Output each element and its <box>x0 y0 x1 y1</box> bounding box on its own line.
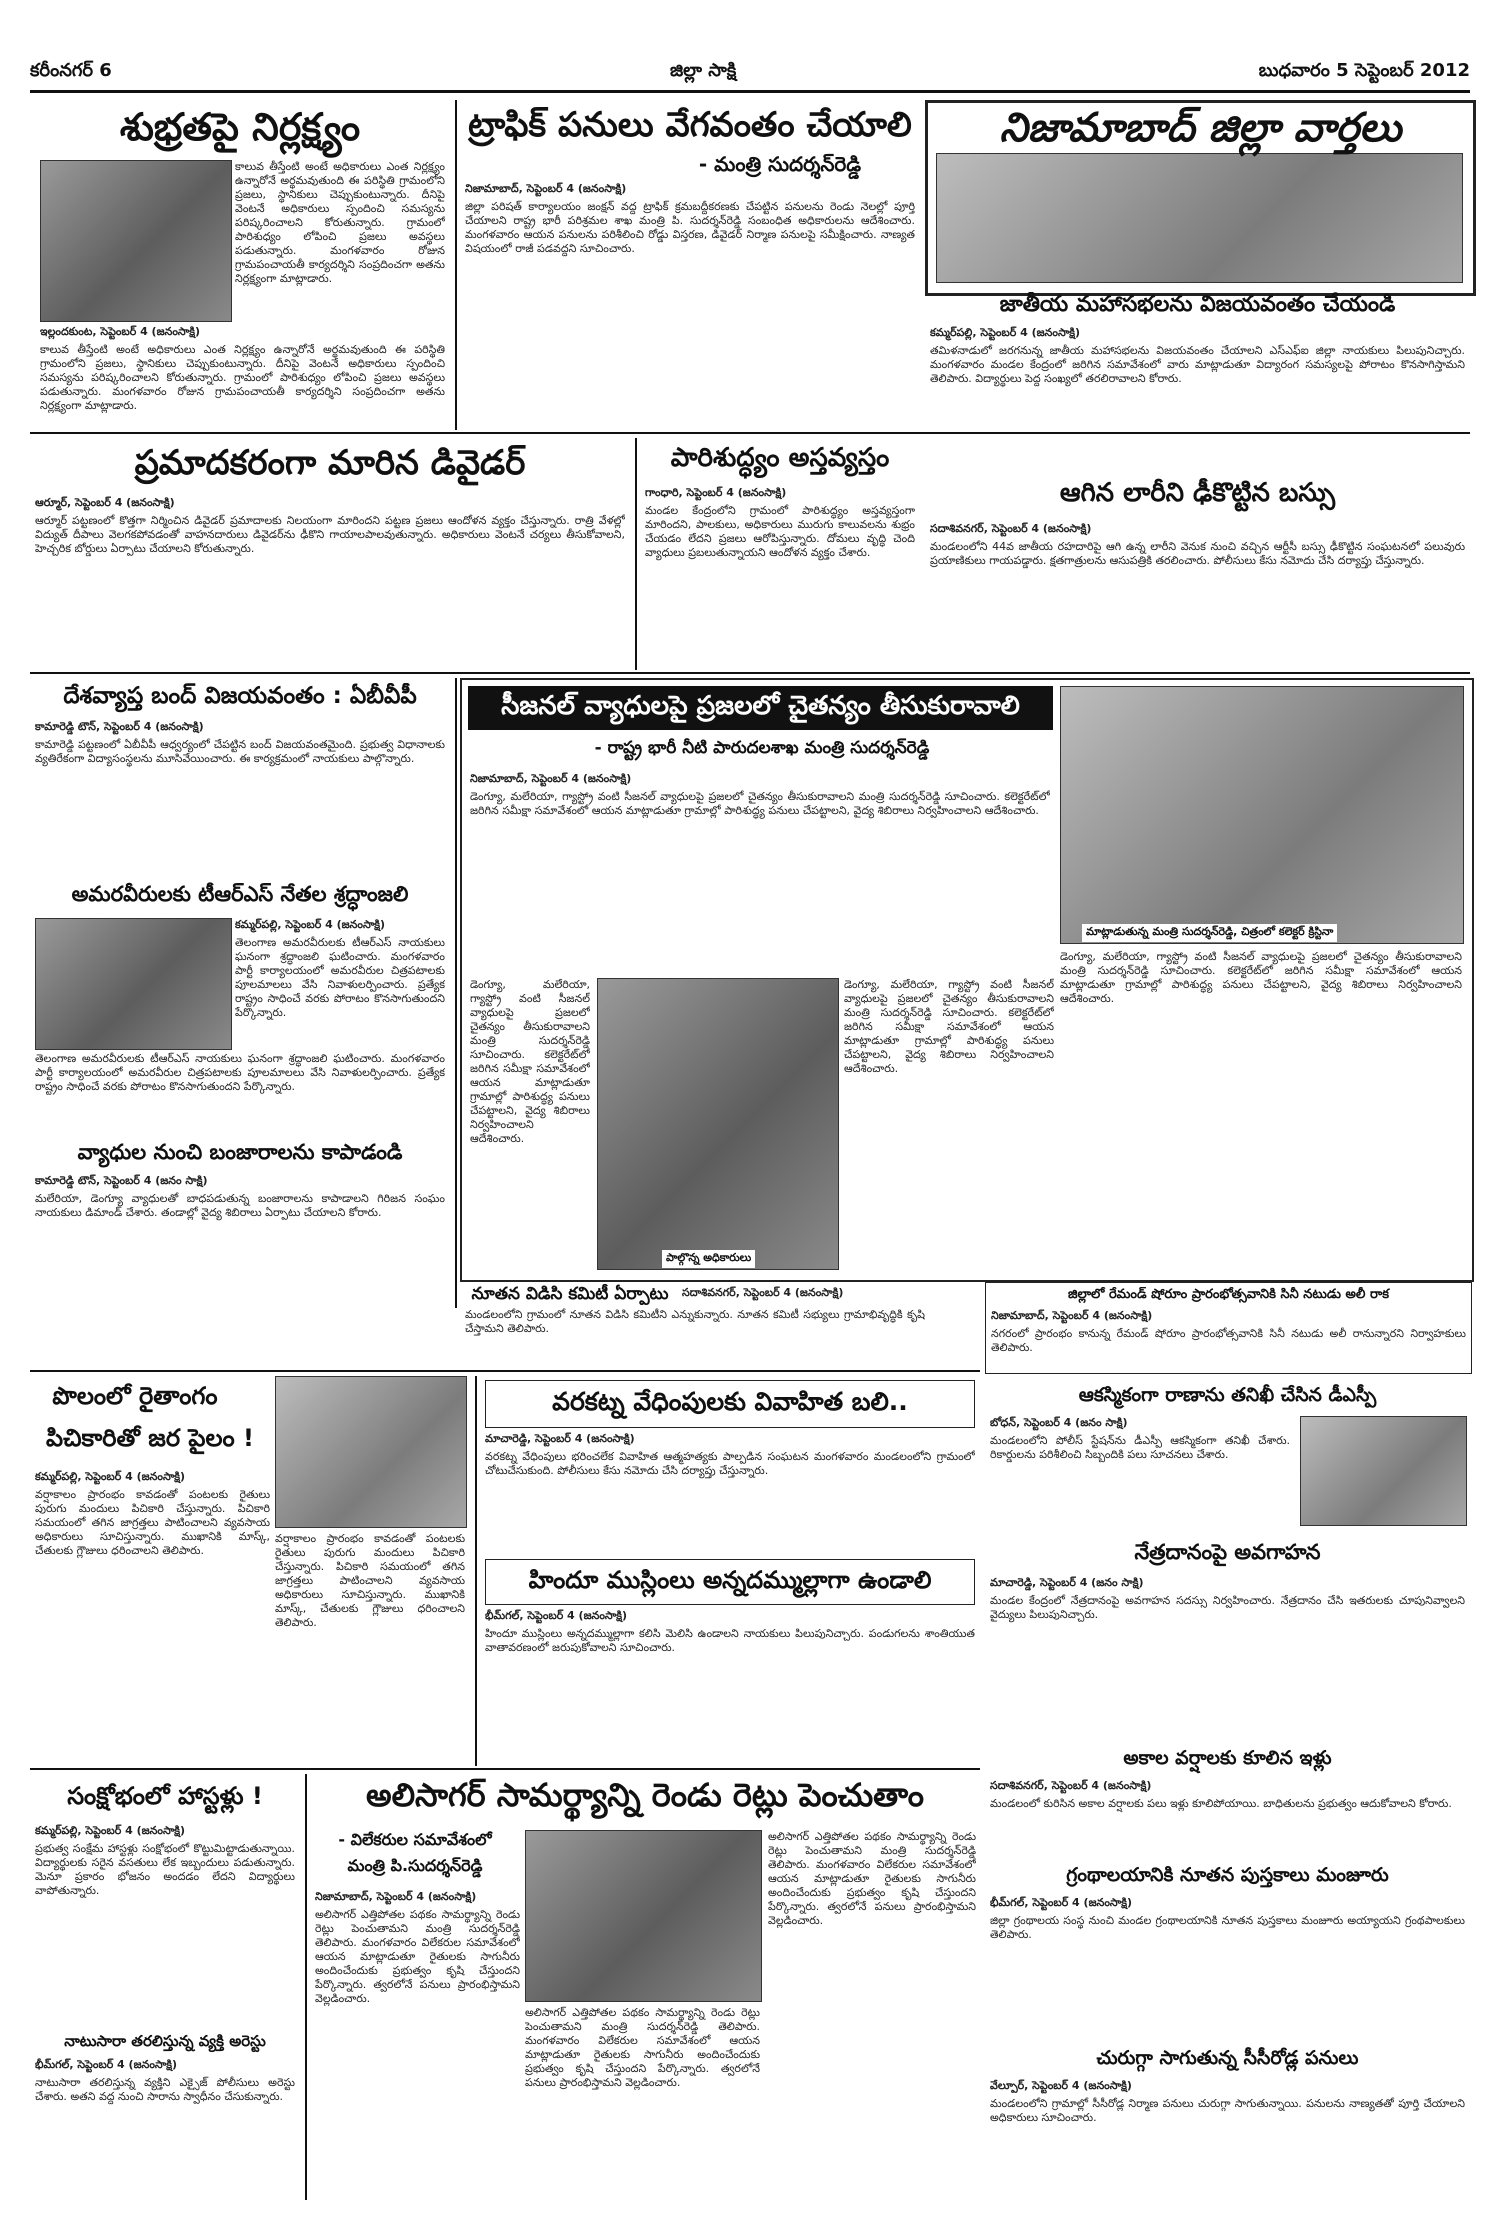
article-body: అలిసాగర్ ఎత్తిపోతల పథకం సామర్థ్యాన్ని రెండు రెట్లు పెంచుతామని మంత్రి సుదర్శన్‌రెడ్డి తెలిపారు. మంగళవారం విలేకరుల సమావేశంలో ఆయన మాట్లాడుతూ రైతులకు సాగునీరు అందించేందుకు ప్రభుత్వం కృషి చేస్తుందని పేర్కొన్నారు. త్వరలోనే పనులు ప్రారంభిస్తామని వెల్లడించారు. <box>315 1908 520 2005</box>
dateline: కామారెడ్డి టౌన్, సెప్టెంబర్ 4 (జనంసాక్షి) <box>35 720 204 733</box>
article-body-cont: కాలువ తీస్తేంటి అంటే అధికారులు ఎంత నిర్లక్ష్యం ఉన్నారోనే అర్థమవుతుంది ఈ పరిస్థితి గ్రామంలోని ప్రజలు, స్థానికులు చెప్పుకుంటున్నారు. దీనిపై వెంటనే అధికారులు స్పందించి సమస్యను పరిష్కరించాలని కోరుతున్నారు. గ్రామంలో పారిశుధ్యం లోపించి ప్రజలు అవస్థలు పడుతున్నారు. మంగళవారం రోజున గ్రామపంచాయతీ కార్యదర్శిని సంప్రదించగా అతను నిర్లక్ష్యంగా మాట్లాడారు. <box>40 343 445 412</box>
headline: చురుగ్గా సాగుతున్న సీసీరోడ్ల పనులు <box>1096 2047 1359 2069</box>
section-divider <box>30 1768 980 1770</box>
dateline: భీమ్‌గల్, సెప్టెంబర్ 4 (జనంసాక్షి) <box>990 1896 1133 1909</box>
dateline: బోధన్, సెప్టెంబర్ 4 (జనం సాక్షి) <box>990 1416 1128 1429</box>
article-eye-donation <box>985 1540 1470 1740</box>
headline: జాతీయ మహాసభలను విజయవంతం చేయండి <box>999 292 1396 317</box>
article-sanitation-neglect <box>30 100 450 430</box>
meeting-photo <box>597 978 839 1270</box>
section-divider <box>30 1370 980 1372</box>
dateline: నిజామాబాద్, సెప్టెంబర్ 4 (జనంసాక్షి) <box>470 772 632 785</box>
article-body: మండలంలోని పోలీస్ స్టేషన్‌ను డీఎస్పీ ఆకస్మికంగా తనిఖీ చేశారు. రికార్డులను పరిశీలించి సిబ్బందికి పలు సూచనలు చేశారు. <box>990 1434 1290 1461</box>
dateline: సదాశివనగర్, సెప్టెంబర్ 4 (జనంసాక్షి) <box>930 522 1092 535</box>
headline-bar <box>468 686 1053 730</box>
article-body: మండల కేంద్రంలో నేత్రదానంపై అవగాహన సదస్సు నిర్వహించారు. నేత్రదానం చేసి ఇతరులకు చూపునివ్వాలని వైద్యులు పిలుపునిచ్చారు. <box>990 1594 1465 1621</box>
dateline: మాచారెడ్డి, సెప్టెంబర్ 4 (జనంసాక్షి) <box>485 1432 635 1445</box>
article-body: నాటుసారా తరలిస్తున్న వ్యక్తిని ఎక్సైజ్ పోలీసులు అరెస్టు చేశారు. అతని వద్ద నుంచి సారాను స్వాధీనం చేసుకున్నారు. <box>35 2076 295 2103</box>
dateline: సదాశివనగర్, సెప్టెంబర్ 4 (జనంసాక్షి) <box>682 1286 844 1299</box>
section-divider <box>30 432 1470 434</box>
article-body-cont: వర్షాకాలం ప్రారంభం కావడంతో పంటలకు రైతులు పురుగు మందులు పిచికారి చేస్తున్నారు. పిచికారి సమయంలో తగిన జాగ్రత్తలు పాటించాలని వ్యవసాయ అధికారులు సూచిస్తున్నారు. ముఖానికి మాస్క్, చేతులకు గ్లౌజులు ధరించాలని తెలిపారు. <box>275 1532 465 1629</box>
headline: ప్రమాదకరంగా మారిన డివైడర్ <box>134 443 526 483</box>
article-body: నగరంలో ప్రారంభం కానున్న రేమండ్ షోరూం ప్రారంభోత్సవానికి సినీ నటుడు అలీ రానున్నారని నిర్వాహకులు తెలిపారు. <box>991 1327 1466 1354</box>
headline: శుభ్రతపై నిర్లక్ష్యం <box>119 105 361 149</box>
article-body: మలేరియా, డెంగ్యూ వ్యాధులతో బాధపడుతున్న బంజారాలను కాపాడాలని గిరిజన సంఘం నాయకులు డిమాండ్ చేశారు. తండాల్లో వైద్య శిబిరాలు ఏర్పాటు చేయాలని కోరారు. <box>35 1192 445 1219</box>
article-body-cont: అలిసాగర్ ఎత్తిపోతల పథకం సామర్థ్యాన్ని రెండు రెట్లు పెంచుతామని మంత్రి సుదర్శన్‌రెడ్డి తెలిపారు. మంగళవారం విలేకరుల సమావేశంలో ఆయన మాట్లాడుతూ రైతులకు సాగునీరు అందించేందుకు ప్రభుత్వం కృషి చేస్తుందని పేర్కొన్నారు. త్వరలోనే పనులు ప్రారంభిస్తామని వెల్లడించారు. <box>768 1830 976 1927</box>
headline: సంక్షోభంలో హాస్టళ్లు ! <box>67 1782 263 1810</box>
dateline: కమ్మర్‌పల్లి, సెప్టెంబర్ 4 (జనంసాక్షి) <box>35 1824 186 1837</box>
article-seasonal-diseases <box>460 678 1474 1282</box>
article-martyrs-tribute <box>30 880 450 1135</box>
headline: ట్రాఫిక్ పనులు వేగవంతం చేయాలి <box>468 105 912 145</box>
article-body: మండలంలో కురిసిన అకాల వర్షాలకు పలు ఇళ్లు కూలిపోయాయి. బాధితులను ప్రభుత్వం ఆదుకోవాలని కోరారు. <box>990 1797 1452 1810</box>
article-bus-accident <box>925 438 1470 670</box>
headline: నాటుసారా తరలిస్తున్న వ్యక్తి అరెస్టు <box>64 2032 266 2050</box>
article-body: కామారెడ్డి పట్టణంలో ఏబీవీపీ ఆధ్వర్యంలో చేపట్టిన బంద్ విజయవంతమైంది. ప్రభుత్వ విధానాలకు వ్యతిరేకంగా విద్యాసంస్థలను మూసివేయించారు. ఈ కార్యక్రమంలో నాయకులు పాల్గొన్నారు. <box>35 738 445 765</box>
headline: సీజనల్ వ్యాధులపై ప్రజలలో చైతన్యం తీసుకురావాలి <box>501 691 1020 721</box>
dateline: కమ్మర్‌పల్లి, సెప్టెంబర్ 4 (జనంసాక్షి) <box>930 326 1081 339</box>
dateline: ఇల్లందకుంట, సెప్టెంబర్ 4 (జనంసాక్షి) <box>40 325 201 338</box>
article-body: కాలువ తీస్తేంటి అంటే అధికారులు ఎంత నిర్లక్ష్యం ఉన్నారోనే అర్థమవుతుంది ఈ పరిస్థితి గ్రామంలోని ప్రజలు, స్థానికులు చెప్పుకుంటున్నారు. దీనిపై వెంటనే అధికారులు స్పందించి సమస్యను పరిష్కరించాలని కోరుతున్నారు. గ్రామంలో పారిశుధ్యం లోపించి ప్రజలు అవస్థలు పడుతున్నారు. మంగళవారం రోజున గ్రామపంచాయతీ కార్యదర్శిని సంప్రదించగా అతను నిర్లక్ష్యంగా మాట్లాడారు. <box>235 160 445 285</box>
article-body: మండలంలోని గ్రామాల్లో సీసీరోడ్ల నిర్మాణ పనులు చురుగ్గా సాగుతున్నాయి. పనులను నాణ్యతతో పూర్తి చేయాలని అధికారులు సూచించారు. <box>990 2097 1465 2124</box>
dam-photo <box>936 153 1463 283</box>
dsp-photo <box>1300 1416 1467 1526</box>
article-pesticide-care <box>30 1376 470 1766</box>
section-divider <box>30 672 1470 674</box>
article-national-conference <box>925 292 1470 432</box>
farmer-photo <box>275 1376 467 1528</box>
article-raymond-showroom <box>985 1282 1472 1374</box>
article-body: జిల్లా పరిషత్ కార్యాలయం జంక్షన్ వద్ద ట్రాఫిక్ క్రమబద్దీకరణకు చేపట్టిన పనులను రెండు నెలల్లో పూర్తి చేయాలని రాష్ట్ర భారీ పరిశ్రమల శాఖ మంత్రి పి. సుదర్శన్‌రెడ్డి సంబంధిత అధికారులను ఆదేశించారు. మంగళవారం ఆయన పనులను పరిశీలించి రోడ్డు విస్తరణ, డివైడర్ నిర్మాణ పనులపై సమీక్షించారు. నాణ్యత విషయంలో రాజీ పడవద్దని సూచించారు. <box>465 200 915 255</box>
dateline: భీమ్‌గల్, సెప్టెంబర్ 4 (జనంసాక్షి) <box>35 2058 178 2071</box>
headline: ఆగిన లారీని ఢీకొట్టిన బస్సు <box>1059 478 1336 508</box>
dateline: నిజామాబాద్, సెప్టెంబర్ 4 (జనంసాక్షి) <box>465 182 627 195</box>
headline: హిందూ ముస్లింలు అన్నదమ్ముల్లాగా ఉండాలి <box>528 1566 932 1594</box>
article-body: ఆర్మూర్ పట్టణంలో కొత్తగా నిర్మించిన డివైడర్ ప్రమాదాలకు నిలయంగా మారిందని పట్టణ ప్రజలు ఆందోళన వ్యక్తం చేస్తున్నారు. రాత్రి వేళల్లో విద్యుత్ దీపాలు వెలగకపోవడంతో వాహనదారులు డివైడర్‌ను ఢీకొని గాయాలపాలవుతున్నారు. అధికారులు వెంటనే చర్యలు తీసుకోవాలని, హెచ్చరిక బోర్డులు ఏర్పాటు చేయాలని కోరుతున్నారు. <box>35 514 625 555</box>
column-divider <box>475 1376 477 1766</box>
masthead-logo: జిల్లా సాక్షి <box>670 60 737 81</box>
headline: నూతన విడిసి కమిటీ ఏర్పాటు <box>471 1284 669 1304</box>
article-body-cont: డెంగ్యూ, మలేరియా, గ్యాస్ట్రో వంటి సీజనల్ వ్యాధులపై ప్రజలలో చైతన్యం తీసుకురావాలని మంత్రి సుదర్శన్‌రెడ్డి సూచించారు. కలెక్టరేట్‌లో జరిగిన సమీక్షా సమావేశంలో ఆయన మాట్లాడుతూ గ్రామాల్లో పారిశుద్ధ్య పనులు చేపట్టాలని, వైద్య శిబిరాలు నిర్వహించాలని ఆదేశించారు. <box>844 978 1054 1075</box>
byline: - మంత్రి సుదర్శన్‌రెడ్డి <box>698 152 862 176</box>
press-meet-photo <box>525 1830 762 2002</box>
headline: నేత్రదానంపై అవగాహన <box>1134 1540 1321 1564</box>
headline: అమరవీరులకు టీఆర్ఎస్ నేతల శ్రద్ధాంజలి <box>71 882 409 906</box>
article-cc-roads <box>985 2045 1470 2195</box>
headline-box <box>485 1380 975 1428</box>
headline: ఆకస్మికంగా రాణాను తనిఖీ చేసిన డీఎస్పీ <box>1078 1384 1377 1406</box>
article-body-cont: అలిసాగర్ ఎత్తిపోతల పథకం సామర్థ్యాన్ని రెండు రెట్లు పెంచుతామని మంత్రి సుదర్శన్‌రెడ్డి తెలిపారు. మంగళవారం విలేకరుల సమావేశంలో ఆయన మాట్లాడుతూ రైతులకు సాగునీరు అందించేందుకు ప్రభుత్వం కృషి చేస్తుందని పేర్కొన్నారు. త్వరలోనే పనులు ప్రారంభిస్తామని వెల్లడించారు. <box>525 2006 760 2089</box>
article-houses-collapsed <box>985 1745 1470 1855</box>
page-header <box>30 60 1470 93</box>
article-body: తమిళనాడులో జరగనున్న జాతీయ మహాసభలను విజయవంతం చేయాలని ఎస్ఎఫ్ఐ జిల్లా నాయకులు పిలుపునిచ్చారు. మంగళవారం మండల కేంద్రంలో జరిగిన సమావేశంలో వారు మాట్లాడుతూ విద్యారంగ సమస్యలపై పోరాటం కొనసాగిస్తామని తెలిపారు. విద్యార్థులు పెద్ద సంఖ్యలో తరలిరావాలని కోరారు. <box>930 344 1465 385</box>
news-photo <box>35 918 232 1050</box>
dateline: వేల్పూర్, సెప్టెంబర్ 4 (జనంసాక్షి) <box>990 2079 1132 2092</box>
headline: అకాల వర్షాలకు కూలిన ఇళ్లు <box>1123 1747 1332 1769</box>
district-news-banner <box>925 100 1476 296</box>
article-body: మండల కేంద్రంలోని గ్రామంలో పారిశుద్ధ్యం అస్తవ్యస్తంగా మారిందని, పాలకులు, అధికారులు మురుగు కాలువలను శుభ్రం చేయడం లేదని ప్రజలు ఆరోపిస్తున్నారు. దోమలు వృద్ధి చెంది వ్యాధులు ప్రబలుతున్నాయని ఆందోళన వ్యక్తం చేశారు. <box>645 504 915 559</box>
article-body: ప్రభుత్వ సంక్షేమ హాస్టళ్లు సంక్షోభంలో కొట్టుమిట్టాడుతున్నాయి. విద్యార్థులకు సరైన వసతులు లేక ఇబ్బందులు పడుతున్నారు. మెనూ ప్రకారం భోజనం అందడం లేదని విద్యార్థులు వాపోతున్నారు. <box>35 1842 295 1897</box>
article-alisagar-capacity <box>310 1774 980 2200</box>
article-body: వరకట్న వేధింపులు భరించలేక వివాహిత ఆత్మహత్యకు పాల్పడిన సంఘటన మంగళవారం మండలంలోని గ్రామంలో చోటుచేసుకుంది. పోలీసులు కేసు నమోదు చేసి దర్యాప్తు చేస్తున్నారు. <box>485 1450 975 1477</box>
minister-photo <box>1060 686 1464 944</box>
headline: అలిసాగర్ సామర్థ్యాన్ని రెండు రెట్లు పెంచుతాం <box>365 1776 925 1814</box>
article-body: మండలంలోని గ్రామంలో నూతన విడిసి కమిటీని ఎన్నుకున్నారు. నూతన కమిటీ సభ్యులు గ్రామాభివృద్ధికి కృషి చేస్తామని తెలిపారు. <box>465 1308 925 1335</box>
headline: జిల్లాలో రేమండ్ షోరూం ప్రారంభోత్సవానికి సినీ నటుడు అలీ రాక <box>1067 1287 1390 1302</box>
headline: పొలంలో రైతాంగం <box>52 1382 218 1410</box>
article-body: మండలంలోని 44వ జాతీయ రహదారిపై ఆగి ఉన్న లారీని వెనుక నుంచి వచ్చిన ఆర్టీసీ బస్సు ఢీకొట్టిన సంఘటనలో పలువురు ప్రయాణికులు గాయపడ్డారు. క్షతగాత్రులను ఆసుపత్రికి తరలించారు. పోలీసులు కేసు నమోదు చేసి దర్యాప్తు చేస్తున్నారు. <box>930 540 1465 567</box>
section-title: నిజామాబాద్ జిల్లా వార్తలు <box>999 105 1402 151</box>
article-body: హిందూ ముస్లింలు అన్నదమ్ముల్లాగా కలిసి మెలిసి ఉండాలని నాయకులు పిలుపునిచ్చారు. పండుగలను శాంతియుత వాతావరణంలో జరుపుకోవాలని సూచించారు. <box>485 1627 975 1654</box>
article-library-books <box>985 1862 1470 2037</box>
headline-box <box>485 1559 975 1605</box>
dateline: నిజామాబాద్, సెప్టెంబర్ 4 (జనంసాక్షి) <box>315 1890 477 1903</box>
article-traffic-works <box>460 100 920 430</box>
dateline: సదాశివనగర్, సెప్టెంబర్ 4 (జనంసాక్షి) <box>990 1779 1152 1792</box>
dateline: నిజామాబాద్, సెప్టెంబర్ 4 (జనంసాక్షి) <box>991 1309 1153 1322</box>
dateline: ఆర్మూర్, సెప్టెంబర్ 4 (జనంసాక్షి) <box>35 496 175 509</box>
article-nationwide-bandh <box>30 678 450 878</box>
news-photo <box>40 160 232 322</box>
article-body: జిల్లా గ్రంథాలయ సంస్థ నుంచి మండల గ్రంథాలయానికి నూతన పుస్తకాలు మంజూరు అయ్యాయని గ్రంథపాలకులు తెలిపారు. <box>990 1914 1465 1941</box>
article-body: వర్షాకాలం ప్రారంభం కావడంతో పంటలకు రైతులు పురుగు మందులు పిచికారి చేస్తున్నారు. పిచికారి సమయంలో తగిన జాగ్రత్తలు పాటించాలని వ్యవసాయ అధికారులు సూచిస్తున్నారు. ముఖానికి మాస్క్, చేతులకు గ్లౌజులు ధరించాలని తెలిపారు. <box>35 1488 270 1557</box>
headline: వరకట్న వేధింపులకు వివాహిత బలి.. <box>552 1387 908 1416</box>
byline: - విలేకరుల సమావేశంలో <box>338 1830 492 1849</box>
column-divider <box>455 100 457 430</box>
dateline: కామారెడ్డి టౌన్, సెప్టెంబర్ 4 (జనం సాక్షి) <box>35 1174 208 1187</box>
headline: దేశవ్యాప్త బంద్ విజయవంతం : ఏబీవీపీ <box>63 683 417 709</box>
byline: - రాష్ట్ర భారీ నీటి పారుదలశాఖ మంత్రి సుదర్శన్‌రెడ్డి <box>594 738 930 758</box>
article-body: తెలంగాణ అమరవీరులకు టీఆర్ఎస్ నాయకులు ఘనంగా శ్రద్ధాంజలి ఘటించారు. మంగళవారం పార్టీ కార్యాలయంలో అమరవీరుల చిత్రపటాలకు పూలమాలలు వేసి నివాళులర్పించారు. ప్రత్యేక రాష్ట్రం సాధించే వరకు పోరాటం కొనసాగుతుందని పేర్కొన్నారు. <box>235 936 445 1019</box>
article-body-cont: తెలంగాణ అమరవీరులకు టీఆర్ఎస్ నాయకులు ఘనంగా శ్రద్ధాంజలి ఘటించారు. మంగళవారం పార్టీ కార్యాలయంలో అమరవీరుల చిత్రపటాలకు పూలమాలలు వేసి నివాళులర్పించారు. ప్రత్యేక రాష్ట్రం సాధించే వరకు పోరాటం కొనసాగుతుందని పేర్కొన్నారు. <box>35 1052 445 1093</box>
article-hostels-crisis <box>30 1774 300 2200</box>
article-hindu-muslim-unity <box>480 1555 980 1765</box>
headline: పారిశుద్ధ్యం అస్తవ్యస్తం <box>670 443 890 473</box>
dateline: భీమ్‌గల్, సెప్టెంబర్ 4 (జనంసాక్షి) <box>485 1609 628 1622</box>
article-dsp-inspection <box>985 1378 1470 1528</box>
column-divider <box>305 1774 307 2200</box>
article-vdc-committee <box>460 1282 930 1366</box>
headline: గ్రంథాలయానికి నూతన పుస్తకాలు మంజూరు <box>1066 1864 1389 1886</box>
article-body-cont: డెంగ్యూ, మలేరియా, గ్యాస్ట్రో వంటి సీజనల్ వ్యాధులపై ప్రజలలో చైతన్యం తీసుకురావాలని మంత్రి సుదర్శన్‌రెడ్డి సూచించారు. కలెక్టరేట్‌లో జరిగిన సమీక్షా సమావేశంలో ఆయన మాట్లాడుతూ గ్రామాల్లో పారిశుద్ధ్య పనులు చేపట్టాలని, వైద్య శిబిరాలు నిర్వహించాలని ఆదేశించారు. <box>1060 950 1462 1005</box>
headline: వ్యాధుల నుంచి బంజారాలను కాపాడండి <box>77 1140 403 1164</box>
byline-name: మంత్రి పి.సుదర్శన్‌రెడ్డి <box>347 1856 483 1875</box>
column-divider <box>455 678 457 1308</box>
article-body: డెంగ్యూ, మలేరియా, గ్యాస్ట్రో వంటి సీజనల్ వ్యాధులపై ప్రజలలో చైతన్యం తీసుకురావాలని మంత్రి సుదర్శన్‌రెడ్డి సూచించారు. కలెక్టరేట్‌లో జరిగిన సమీక్షా సమావేశంలో ఆయన మాట్లాడుతూ గ్రామాల్లో పారిశుద్ధ్య పనులు చేపట్టాలని, వైద్య శిబిరాలు నిర్వహించాలని ఆదేశించారు. <box>470 790 1050 817</box>
article-dangerous-divider <box>30 438 630 670</box>
dateline: కమ్మర్‌పల్లి, సెప్టెంబర్ 4 (జనంసాక్షి) <box>235 918 386 931</box>
issue-date: బుధవారం 5 సెప్టెంబర్ 2012 <box>1258 60 1470 81</box>
article-sanitation-mess <box>640 438 920 670</box>
article-dowry-death <box>480 1376 980 1551</box>
page-number-label: కరీంనగర్ 6 <box>30 60 112 81</box>
dateline: గాంధారి, సెప్టెంబర్ 4 (జనంసాక్షి) <box>645 486 787 499</box>
column-divider <box>635 438 637 670</box>
dateline: మాచారెడ్డి, సెప్టెంబర్ 4 (జనం సాక్షి) <box>990 1576 1144 1589</box>
dateline: కమ్మర్‌పల్లి, సెప్టెంబర్ 4 (జనంసాక్షి) <box>35 1470 186 1483</box>
article-body-cont: డెంగ్యూ, మలేరియా, గ్యాస్ట్రో వంటి సీజనల్ వ్యాధులపై ప్రజలలో చైతన్యం తీసుకురావాలని మంత్రి సుదర్శన్‌రెడ్డి సూచించారు. కలెక్టరేట్‌లో జరిగిన సమీక్షా సమావేశంలో ఆయన మాట్లాడుతూ గ్రామాల్లో పారిశుద్ధ్య పనులు చేపట్టాలని, వైద్య శిబిరాలు నిర్వహించాలని ఆదేశించారు. <box>470 978 590 1145</box>
photo-caption: మాట్లాడుతున్న మంత్రి సుదర్శన్‌రెడ్డి, చిత్రంలో కలెక్టర్ క్రిస్టినా <box>1082 924 1337 942</box>
headline-line2: పిచికారితో జర పైలం ! <box>46 1424 254 1452</box>
photo-caption: పాల్గొన్న అధికారులు <box>662 1250 755 1268</box>
article-banjara-health <box>30 1138 450 1308</box>
